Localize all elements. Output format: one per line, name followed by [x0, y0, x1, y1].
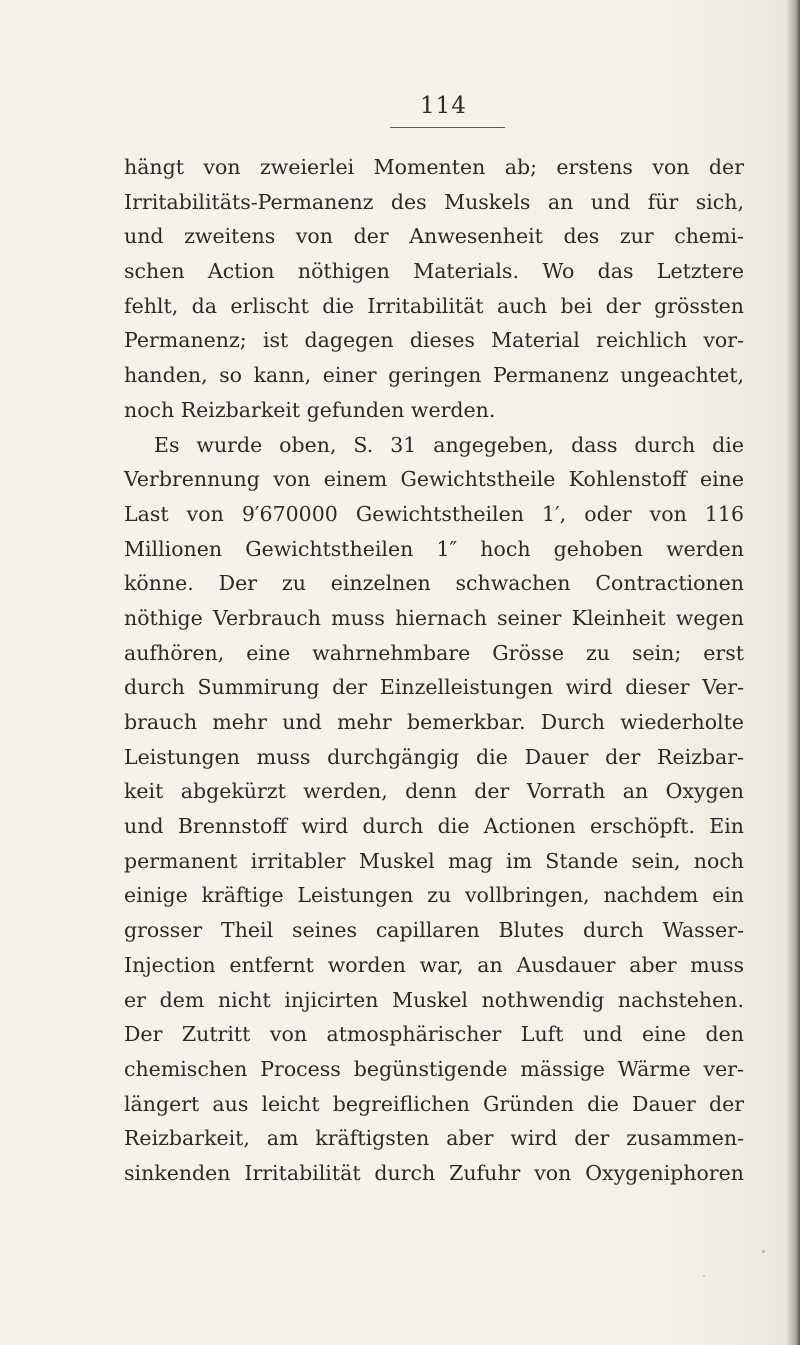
header-rule [390, 127, 505, 128]
text-line: längert aus leicht begreiflichen Gründen die Dauer der [124, 1091, 744, 1116]
text-line: Es wurde oben, S. 31 angegeben, dass durch die [154, 432, 744, 457]
text-line: Injection entfernt worden war, an Ausdauer aber muss [124, 952, 744, 977]
text-line: Last von 9′670000 Gewichtstheilen 1′, oder von 116 [124, 501, 744, 526]
text-line: und Brennstoff wird durch die Actionen erschöpft. Ein [124, 814, 744, 839]
text-line: noch Reizbarkeit gefunden werden. [124, 397, 496, 422]
text-line: hängt von zweierlei Momenten ab; erstens von der [124, 155, 744, 179]
page-number: 114 [420, 93, 467, 119]
text-line: aufhören, eine wahrnehmbare Grösse zu sein; erst [124, 640, 744, 665]
text-line: chemischen Process begünstigende mässige Wärme ver- [124, 1056, 744, 1081]
text-line: Verbrennung von einem Gewichtstheile Kohlenstoff eine [124, 467, 744, 492]
page-edge-shadow [786, 0, 800, 1345]
paper-speck [762, 1250, 765, 1253]
text-line: einige kräftige Leistungen zu vollbringen, nachdem ein [124, 883, 744, 908]
text-line: durch Summirung der Einzelleistungen wird dieser Ver- [124, 675, 744, 700]
text-line: sinkenden Irritabilität durch Zufuhr von Oxygeniphoren [124, 1160, 744, 1185]
text-line: Leistungen muss durchgängig die Dauer der Reizbar- [124, 744, 744, 769]
body-text [124, 150, 744, 1191]
text-line: und zweitens von der Anwesenheit des zur chemi- [124, 224, 744, 249]
text-line: grosser Theil seines capillaren Blutes durch Wasser- [124, 918, 744, 943]
text-line: brauch mehr und mehr bemerkbar. Durch wiederholte [124, 710, 744, 734]
text-line: Der Zutritt von atmosphärischer Luft und eine den [124, 1022, 744, 1047]
text-line: permanent irritabler Muskel mag im Stande sein, noch [124, 848, 744, 873]
text-line: Millionen Gewichtstheilen 1″ hoch gehoben werden [124, 536, 744, 561]
text-line: nöthige Verbrauch muss hiernach seiner Kleinheit wegen [124, 605, 744, 630]
text-line: könne. Der zu einzelnen schwachen Contractionen [124, 571, 744, 596]
text-line: Reizbarkeit, am kräftigsten aber wird der zusammen- [124, 1126, 744, 1151]
text-line: handen, so kann, einer geringen Permanenz ungeachtet, [124, 363, 744, 388]
text-line: schen Action nöthigen Materials. Wo das Letztere [124, 259, 744, 284]
text-line: er dem nicht injicirten Muskel nothwendig nachstehen. [124, 987, 744, 1012]
text-line: keit abgekürzt werden, denn der Vorrath an Oxygen [124, 779, 744, 804]
text-line: fehlt, da erlischt die Irritabilität auch bei der grössten [124, 293, 744, 318]
text-line: Permanenz; ist dagegen dieses Material reichlich vor- [124, 328, 744, 353]
paper-speck [703, 1275, 705, 1277]
text-line: Irritabilitäts-Permanenz des Muskels an und für sich, [124, 189, 744, 214]
